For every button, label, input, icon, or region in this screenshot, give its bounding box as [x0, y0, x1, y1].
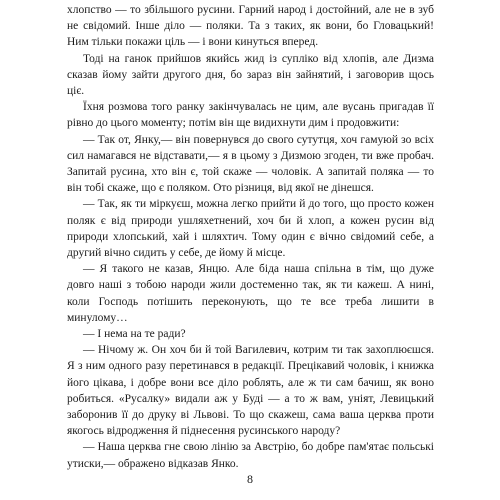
page-body-text: [67, 2, 434, 472]
paragraph-7: — І нема на те ради?: [83, 328, 186, 341]
paragraph-8: — Нічому ж. Он хоч би й той Вагилевич, котрим ти так захоплюєшся. Я з ним одного разу перетинався в редакції. Прецікавий чоловік, і книжка його цікава, і добре вони все діло роблять, але ж ти сам бачиш, як воно робиться. «Русалку» видали аж у Буді — а то ж вам, уніят, Левицький заборонив її до друку ві Львові. То що скажеш, сама ваша церква проти якогось відродження й піднесення русинського народу?: [67, 344, 434, 438]
paragraph-3: Їхня розмова того ранку закінчувалась не цим, але вусань пригадав її рівно до цього моменту; потім він ще видихнути дим і продовжити:: [67, 101, 434, 130]
paragraph-2: Тоді на ганок прийшов якийсь жид із супліко від хлопів, але Дизма сказав йому зайти другого дня, бо зараз він зайнятий, і заговорив щось ціє.: [67, 52, 434, 98]
paragraph-6: — Я такого не казав, Янцю. Але біда наша спільна в тім, що дуже довго наші з тобою народи жили достеменно так, як ти кажеш. А нині, коли Господь потішить переконують, що те все треба лишити в минулому…: [67, 263, 434, 324]
paragraph-9: — Наша церква гне свою лінію за Австрію, бо добре пам'ятає польські утиски,— ображено відказав Янко.: [67, 441, 434, 470]
paragraph-1: хлопство — то збільшого русини. Гарний народ і достойний, але не в зуб не свідомий. Інше діло — поляки. Та з таких, як вони, бо Гловацький! Ним тільки покажи ціль — і вони кинуться вперед.: [67, 4, 434, 49]
paragraph-4: — Так от, Янку,— він повернувся до свого сутутця, хоч гамуюй зо всіх сил намагався не відставати,— я в цьому з Дизмою згоден, ти вже пробач. Запитай русина, хто він є, той скаже — чоловік. А запитай поляка — то він тобі скаже, що є поляком. Ото різниця, від якої не дінешся.: [67, 133, 434, 195]
paragraph-5: — Так, як ти міркуєш, можна легко прийти й до того, що просто кожен поляк є від природи ушляхетнений, хоч би й хлоп, а кожен русин від природи хлопський, хай і шляхтич. Тому один є вічно свідомий себе, а другий вічно сидить у себе, де йому й місце.: [67, 198, 434, 260]
page-number: 8: [247, 472, 253, 486]
